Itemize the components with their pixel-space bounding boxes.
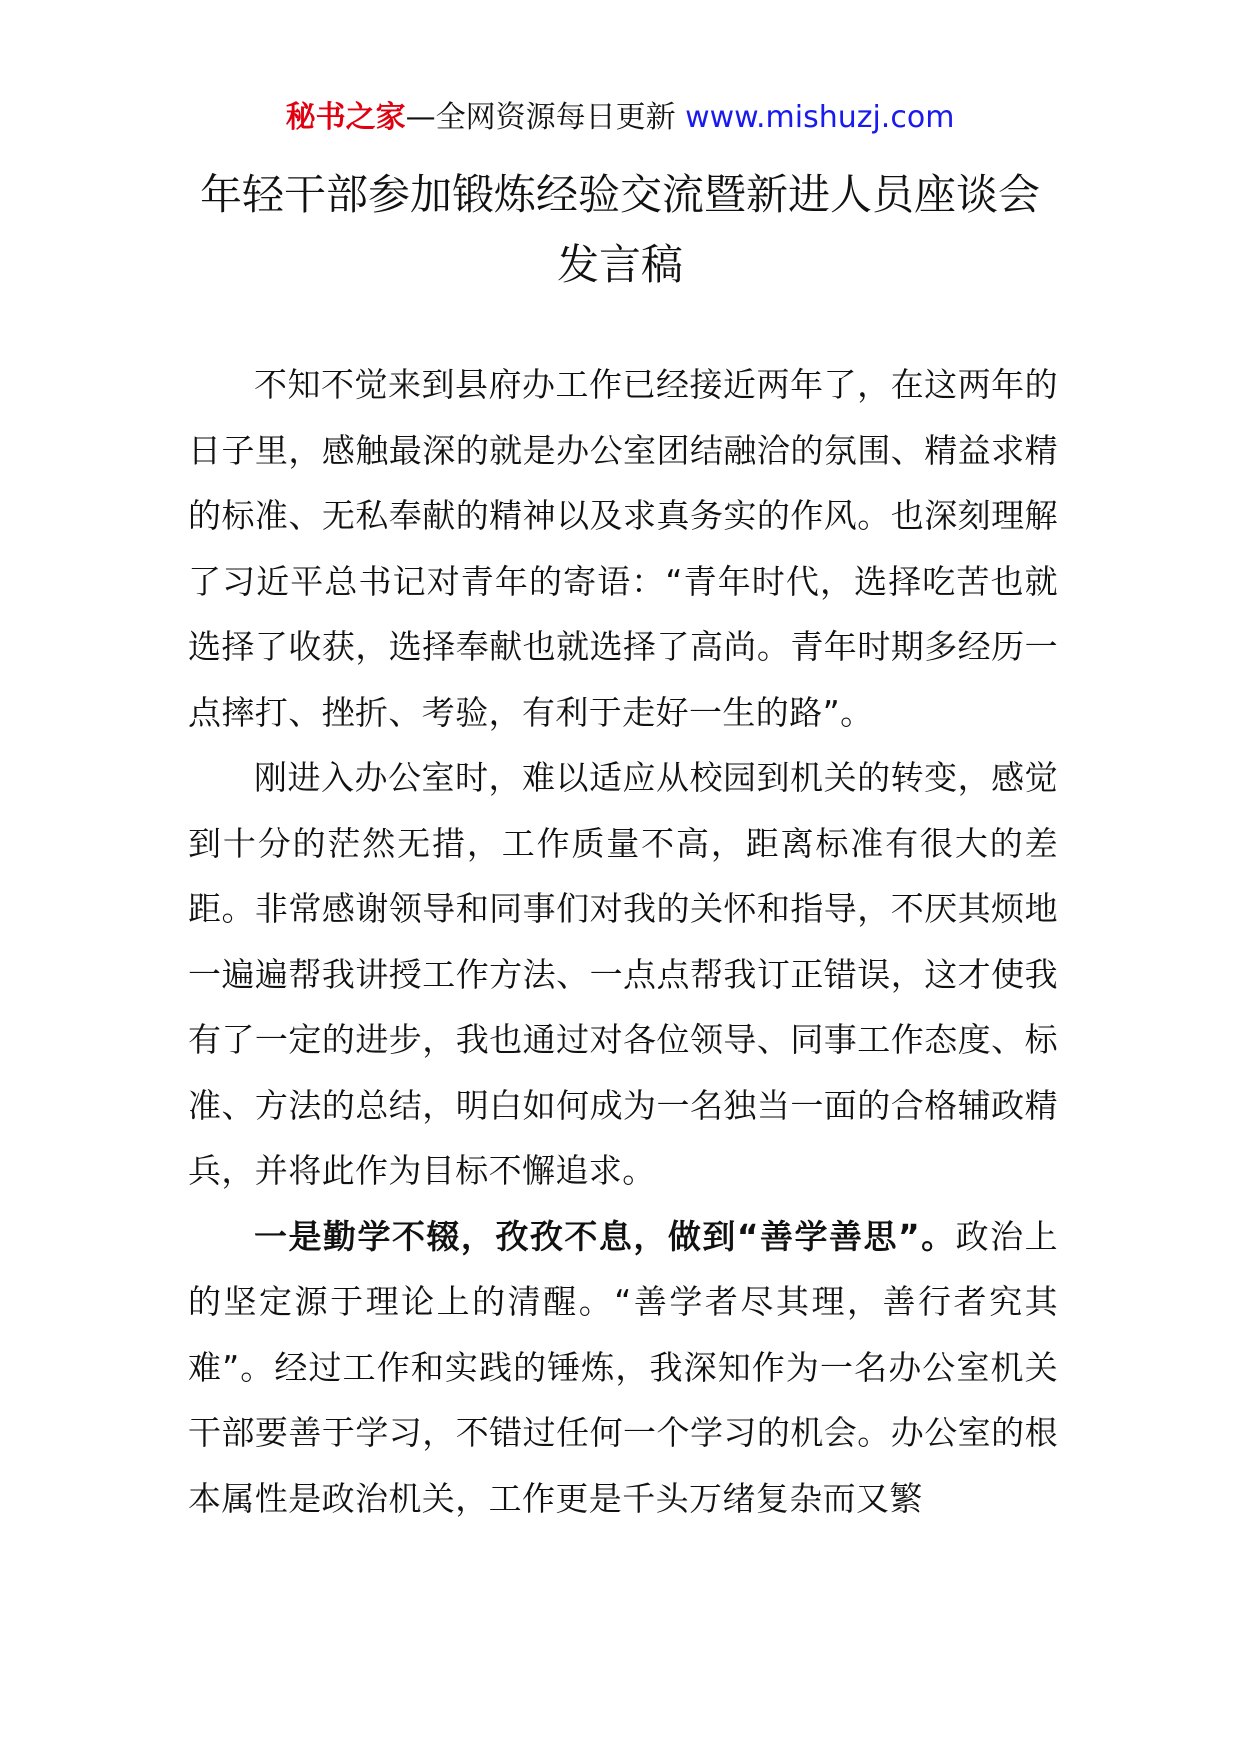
paragraph-3 bbox=[188, 1204, 1058, 1532]
site-header bbox=[0, 98, 1240, 138]
document-body bbox=[188, 352, 1058, 1531]
title-line-1: 年轻干部参加锻炼经验交流暨新进人员座谈会 bbox=[199, 170, 1040, 219]
paragraph-1: 不知不觉来到县府办工作已经接近两年了，在这两年的日子里，感触最深的就是办公室团结融洽的氛围、精益求精的标准、无私奉献的精神以及求真务实的作风。也深刻理解了习近平总书记对青年的寄语：“青年时代，选择吃苦也就选择了收获，选择奉献也就选择了高尚。青年时期多经历一点摔打、挫折、考验，有利于走好一生的路”。 bbox=[188, 365, 1058, 732]
site-slogan: —全网资源每日更新 bbox=[405, 100, 676, 135]
section-1-heading: 一是勤学不辍，孜孜不息，做到“善学善思”。 bbox=[254, 1216, 956, 1256]
paragraph-2: 刚进入办公室时，难以适应从校园到机关的转变，感觉到十分的茫然无措，工作质量不高，距离标准有很大的差距。非常感谢领导和同事们对我的关怀和指导，不厌其烦地一遍遍帮我讲授工作方法、一点点帮我订正错误，这才使我有了一定的进步，我也通过对各位领导、同事工作态度、标准、方法的总结，明白如何成为一名独当一面的合格辅政精兵，并将此作为目标不懈追求。 bbox=[188, 758, 1058, 1190]
section-1-body: 政治上的坚定源于理论上的清醒。“善学者尽其理，善行者究其难”。经过工作和实践的锤炼，我深知作为一名办公室机关干部要善于学习，不错过任何一个学习的机会。办公室的根本属性是政治机关，工作更是千头万绪复杂而又繁 bbox=[188, 1216, 1059, 1518]
title-line-2: 发言稿 bbox=[556, 240, 683, 289]
document-title bbox=[0, 160, 1240, 300]
site-url-link[interactable]: www.mishuzj.com bbox=[675, 100, 955, 135]
brand-name: 秘书之家 bbox=[285, 100, 406, 135]
